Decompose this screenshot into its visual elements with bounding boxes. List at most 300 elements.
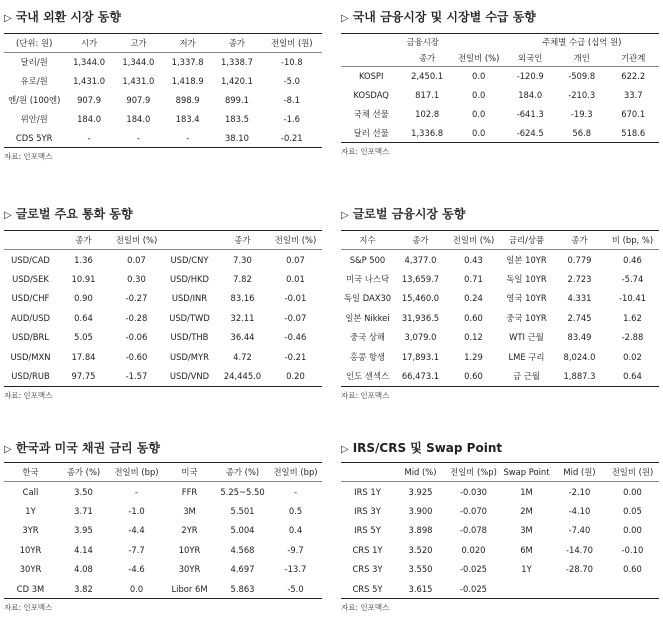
- table-row: [341, 105, 659, 124]
- value-cell: -10.8: [280, 57, 303, 68]
- fx-title: ▷ 국내 외환 시장 동향: [4, 10, 121, 24]
- table-row: [341, 67, 659, 86]
- value-cell: 24,445.0: [216, 367, 269, 387]
- value-cell: 1.36: [74, 254, 93, 265]
- row-label-cell: S&P 500: [349, 254, 386, 265]
- value-cell: 1,431.0: [73, 76, 106, 86]
- value-cell: 1,338.7: [220, 57, 253, 68]
- table-row: [4, 367, 322, 387]
- value-cell: 0.46: [623, 254, 642, 265]
- source-note: 자료: 인포맥스: [4, 390, 53, 400]
- row-label-cell: 중국 상해: [349, 332, 386, 343]
- value-cell: 56.8: [556, 124, 608, 143]
- bond-table: [4, 462, 322, 599]
- row-label-cell: FFR: [181, 486, 198, 497]
- row-label-cell: USD/CHF: [11, 293, 50, 304]
- column-header: 금리/상품: [500, 231, 553, 250]
- row-label-cell: 2YR: [181, 525, 198, 536]
- value-cell: 0.90: [74, 293, 93, 304]
- table-row: [341, 328, 659, 348]
- value-cell: -0.21: [262, 129, 322, 148]
- value-cell: 3.925: [408, 486, 433, 497]
- column-header: 종가: [553, 231, 606, 250]
- row-label-cell: USD/MXN: [10, 351, 51, 362]
- row-label-cell: 영국 10YR: [506, 293, 547, 304]
- column-header: 전일비 (%): [269, 231, 322, 250]
- value-cell: 13,659.7: [401, 273, 440, 284]
- value-cell: -: [114, 129, 163, 148]
- value-cell: -8.1: [283, 95, 300, 105]
- value-cell: -7.7: [128, 544, 145, 555]
- finmkt-panel: [341, 8, 659, 157]
- table-row: [4, 560, 322, 580]
- value-cell: 17.84: [71, 351, 96, 362]
- value-cell: 0.779: [567, 254, 592, 265]
- value-cell: 4,377.0: [404, 254, 437, 265]
- value-cell: -: [134, 486, 139, 497]
- value-cell: -5.0: [269, 579, 322, 599]
- row-label-cell: 독일 DAX30: [343, 293, 392, 304]
- value-cell: -0.10: [621, 544, 644, 555]
- value-cell: 899.1: [224, 95, 249, 105]
- table-row: [341, 308, 659, 328]
- bond-title: ▷ 한국과 미국 채권 금리 동향: [4, 441, 160, 455]
- value-cell: 0.0: [472, 109, 486, 119]
- value-cell: [606, 579, 659, 599]
- value-cell: 4.08: [74, 564, 93, 575]
- value-cell: 3.900: [408, 505, 433, 516]
- row-label-cell: Libor 6M: [163, 579, 216, 599]
- value-cell: 32.11: [230, 312, 255, 323]
- table-row: [4, 521, 322, 541]
- column-header: 종가: [401, 50, 453, 67]
- value-cell: 97.75: [57, 367, 110, 387]
- value-cell: 7.82: [233, 273, 252, 284]
- value-cell: 0.71: [464, 273, 483, 284]
- column-header: [4, 231, 57, 250]
- row-label-cell: 홍콩 항생: [349, 351, 386, 362]
- row-label-cell: 독일 10YR: [506, 273, 547, 284]
- value-cell: -28.70: [566, 564, 593, 575]
- column-header: 종가: [216, 231, 269, 250]
- source-note: 자료: 인포맥스: [4, 152, 53, 161]
- value-cell: 3,079.0: [404, 332, 437, 343]
- triangle-bullet-icon: ▷: [341, 444, 349, 455]
- column-header: 기관계: [607, 50, 659, 67]
- column-header: 전일비 (bp): [110, 463, 163, 482]
- value-cell: 0.30: [127, 273, 146, 284]
- irs-title: ▷ IRS/CRS 및 Swap Point: [341, 441, 503, 455]
- source-note: 자료: 인포맥스: [4, 603, 53, 612]
- row-label-cell: 6M: [520, 544, 533, 555]
- column-header: 전일비 (%): [110, 231, 163, 250]
- value-cell: 4.331: [567, 293, 592, 304]
- value-cell: 0.07: [286, 254, 305, 265]
- value-cell: 2.723: [567, 273, 592, 284]
- finmkt-table: [341, 33, 659, 143]
- value-cell: 3.520: [408, 544, 433, 555]
- table-row: [4, 328, 322, 348]
- fx-table: [4, 33, 322, 148]
- column-header: 개인: [556, 50, 608, 67]
- value-cell: -0.28: [125, 312, 148, 323]
- row-label-cell: 1Y: [25, 505, 36, 516]
- gmkt-panel: [341, 205, 659, 401]
- value-cell: 518.6: [607, 124, 659, 143]
- row-label-cell: 898.9: [175, 95, 200, 105]
- row-label-cell: 위안/원: [20, 114, 48, 124]
- value-cell: 3.898: [408, 525, 433, 536]
- row-label-cell: USD/RUB: [4, 367, 57, 387]
- value-cell: 0.60: [623, 564, 642, 575]
- column-header: 종가 (%): [216, 463, 269, 482]
- finmkt-title: ▷ 국내 금융시장 및 시장별 수급 동향: [341, 10, 536, 24]
- value-cell: 0.60: [447, 367, 500, 387]
- table-row: [341, 86, 659, 105]
- value-cell: -9.7: [287, 544, 304, 555]
- row-label-cell: [500, 579, 553, 599]
- row-label-cell: 10YR: [178, 544, 201, 555]
- row-label-cell: -641.3: [516, 109, 544, 119]
- value-cell: 622.2: [621, 71, 646, 82]
- row-label-cell: 184.0: [518, 90, 543, 100]
- row-label-cell: 183.4: [175, 114, 200, 124]
- row-label-cell: KOSPI: [358, 71, 384, 82]
- value-cell: -10.41: [619, 293, 646, 304]
- row-label-cell: USD/INR: [171, 293, 208, 304]
- value-cell: 670.1: [621, 109, 646, 119]
- value-cell: 4.14: [74, 544, 93, 555]
- column-header: 전일비 (%p): [447, 463, 500, 482]
- row-label-cell: USD/TWD: [169, 312, 210, 323]
- row-label-cell: CRS 3Y: [352, 564, 383, 575]
- irs-table: [341, 462, 659, 599]
- gcur-panel: [4, 205, 322, 401]
- row-label-cell: CRS 5Y: [341, 579, 394, 599]
- table-row: [4, 482, 322, 502]
- row-label-cell: IRS 5Y: [354, 525, 381, 536]
- value-cell: 0.64: [606, 367, 659, 387]
- value-cell: -0.025: [460, 564, 487, 575]
- group-header: 주체별 수급 (십억 원): [504, 34, 659, 50]
- table-row: [341, 124, 659, 143]
- table-row: [4, 53, 322, 72]
- row-label-cell: 인도 센섹스: [341, 367, 394, 387]
- gcur-table: [4, 230, 322, 387]
- triangle-bullet-icon: ▷: [4, 444, 12, 455]
- row-label-cell: 미국 나스닥: [345, 273, 390, 284]
- value-cell: 4.697: [230, 564, 255, 575]
- value-cell: 0.43: [464, 254, 483, 265]
- value-cell: -0.27: [125, 293, 148, 304]
- value-cell: 33.7: [623, 90, 643, 100]
- value-cell: 0.0: [110, 579, 163, 599]
- column-header: 전일비 (원): [606, 463, 659, 482]
- source-note: 자료: 인포맥스: [341, 147, 390, 156]
- row-label-cell: USD/THB: [170, 332, 209, 343]
- column-header: 외국인: [504, 50, 556, 67]
- table-row: [4, 72, 322, 91]
- gmkt-table: [341, 230, 659, 387]
- value-cell: 184.0: [126, 114, 151, 124]
- value-cell: 8,024.0: [563, 351, 596, 362]
- value-cell: 4.568: [230, 544, 255, 555]
- value-cell: -0.06: [125, 332, 148, 343]
- value-cell: 15,460.0: [401, 293, 440, 304]
- value-cell: 0.07: [127, 254, 146, 265]
- value-cell: 0.00: [623, 486, 642, 497]
- table-row: [341, 579, 659, 599]
- row-label-cell: -624.5: [504, 124, 556, 143]
- value-cell: 0.020: [461, 544, 486, 555]
- table-row: [4, 501, 322, 521]
- value-cell: -: [64, 129, 113, 148]
- value-cell: -0.070: [460, 505, 487, 516]
- value-cell: 0.05: [623, 505, 642, 516]
- triangle-bullet-icon: ▷: [4, 210, 12, 221]
- row-label-cell: 30YR: [178, 564, 201, 575]
- value-cell: -2.88: [621, 332, 644, 343]
- table-row: [4, 110, 322, 129]
- row-label-cell: CRS 1Y: [352, 544, 383, 555]
- value-cell: 184.0: [77, 114, 102, 124]
- value-cell: -0.025: [447, 579, 500, 599]
- value-cell: -0.21: [284, 351, 307, 362]
- table-row: [341, 560, 659, 580]
- row-label-cell: 엔/원 (100엔): [8, 95, 61, 105]
- table-row: [4, 579, 322, 599]
- value-cell: 3.50: [74, 486, 93, 497]
- row-label-cell: 달러/원: [20, 57, 48, 68]
- value-cell: 5.863: [216, 579, 269, 599]
- column-header: (단위: 원): [4, 34, 64, 53]
- value-cell: 0.0: [472, 71, 486, 82]
- source-note: 자료: 인포맥스: [341, 603, 390, 612]
- value-cell: 0.0: [453, 124, 505, 143]
- row-label-cell: 중국 10YR: [506, 312, 547, 323]
- value-cell: -0.01: [284, 293, 307, 304]
- value-cell: 0.00: [623, 525, 642, 536]
- row-label-cell: USD/HKD: [170, 273, 209, 284]
- column-header: 시가: [64, 34, 113, 53]
- value-cell: 183.5: [224, 114, 249, 124]
- row-label-cell: IRS 1Y: [354, 486, 381, 497]
- value-cell: 0.12: [464, 332, 483, 343]
- column-header: [163, 231, 216, 250]
- row-label-cell: USD/MYR: [170, 351, 209, 362]
- row-label-cell: 1,418.9: [171, 76, 204, 86]
- column-header: 전일비 (%): [453, 50, 505, 67]
- column-header: 종가: [57, 231, 110, 250]
- value-cell: 36.44: [230, 332, 255, 343]
- row-label-cell: 10YR: [19, 544, 42, 555]
- value-cell: 0.0: [472, 90, 486, 100]
- row-label-cell: 달러 선물: [341, 124, 401, 143]
- value-cell: -509.8: [568, 71, 596, 82]
- row-label-cell: CD 3M: [4, 579, 57, 599]
- fx-panel: [4, 8, 322, 162]
- value-cell: 83.49: [567, 332, 592, 343]
- gcur-title: ▷ 글로벌 주요 통화 동향: [4, 207, 133, 221]
- value-cell: 907.9: [77, 95, 102, 105]
- table-row: [341, 501, 659, 521]
- value-cell: 3.615: [394, 579, 447, 599]
- value-cell: 817.1: [415, 90, 440, 100]
- value-cell: 0.02: [623, 351, 642, 362]
- value-cell: -5.74: [621, 273, 644, 284]
- table-row: [4, 129, 322, 148]
- column-header: 전일비 (bp): [269, 463, 322, 482]
- value-cell: 1,420.1: [220, 76, 253, 86]
- value-cell: -19.3: [570, 109, 593, 119]
- value-cell: 5.05: [74, 332, 93, 343]
- value-cell: -4.10: [568, 505, 591, 516]
- value-cell: 102.8: [415, 109, 440, 119]
- value-cell: 2.745: [567, 312, 592, 323]
- row-label-cell: KOSDAQ: [353, 90, 389, 100]
- column-header: [341, 463, 394, 482]
- value-cell: 10.91: [71, 273, 96, 284]
- value-cell: 7.30: [233, 254, 252, 265]
- value-cell: 3.71: [74, 505, 93, 516]
- row-label-cell: USD/VND: [163, 367, 216, 387]
- irs-panel: [341, 439, 659, 613]
- row-label-cell: 1M: [520, 486, 533, 497]
- source-note: 자료: 인포맥스: [341, 390, 390, 400]
- value-cell: 1,431.0: [122, 76, 155, 86]
- row-label-cell: CDS 5YR: [4, 129, 64, 148]
- value-cell: 66,473.1: [394, 367, 447, 387]
- row-label-cell: -120.9: [516, 71, 544, 82]
- table-row: [4, 540, 322, 560]
- table-row: [4, 308, 322, 328]
- value-cell: -1.57: [110, 367, 163, 387]
- value-cell: 17,893.1: [401, 351, 440, 362]
- table-row: [341, 269, 659, 289]
- value-cell: -1.0: [128, 505, 145, 516]
- table-row: [4, 250, 322, 270]
- value-cell: -0.60: [125, 351, 148, 362]
- row-label-cell: 유로/원: [20, 76, 48, 86]
- row-label-cell: 일본 10YR: [506, 254, 547, 265]
- column-header: 미국: [163, 463, 216, 482]
- value-cell: 0.60: [464, 312, 483, 323]
- column-header: Mid (원): [553, 463, 606, 482]
- row-label-cell: 3M: [520, 525, 533, 536]
- value-cell: 1,344.0: [122, 57, 155, 68]
- column-header: 한국: [4, 463, 57, 482]
- table-row: [341, 540, 659, 560]
- row-label-cell: USD/BRL: [12, 332, 49, 343]
- table-row: [341, 482, 659, 502]
- value-cell: 38.10: [212, 129, 261, 148]
- column-header: 고가: [114, 34, 163, 53]
- column-header: Mid (%): [394, 463, 447, 482]
- value-cell: 5.25~5.50: [220, 486, 265, 497]
- value-cell: -0.07: [284, 312, 307, 323]
- value-cell: 3.82: [57, 579, 110, 599]
- value-cell: -7.40: [568, 525, 591, 536]
- value-cell: 0.4: [288, 525, 303, 536]
- row-label-cell: 1,337.8: [171, 57, 204, 68]
- table-row: [4, 91, 322, 110]
- value-cell: 5.501: [230, 505, 255, 516]
- row-label-cell: AUD/USD: [10, 312, 51, 323]
- value-cell: 0.20: [269, 367, 322, 387]
- row-label-cell: -: [163, 129, 212, 148]
- value-cell: [553, 579, 606, 599]
- row-label-cell: IRS 3Y: [354, 505, 381, 516]
- row-label-cell: Call: [22, 486, 39, 497]
- value-cell: 0.01: [286, 273, 305, 284]
- table-row: [4, 289, 322, 309]
- value-cell: 5.004: [230, 525, 255, 536]
- value-cell: 1,336.8: [401, 124, 453, 143]
- row-label-cell: 일본 Nikkei: [345, 312, 390, 323]
- column-header: 종가: [394, 231, 447, 250]
- triangle-bullet-icon: ▷: [4, 13, 12, 24]
- value-cell: 31,936.5: [401, 312, 440, 323]
- bond-panel: [4, 439, 322, 613]
- row-label-cell: LME 구리: [508, 351, 545, 362]
- value-cell: 3.95: [74, 525, 93, 536]
- value-cell: 1,887.3: [553, 367, 606, 387]
- value-cell: -4.6: [128, 564, 145, 575]
- value-cell: 0.64: [74, 312, 93, 323]
- table-row: [4, 347, 322, 367]
- row-label-cell: WTI 근월: [509, 332, 544, 343]
- row-label-cell: USD/CAD: [11, 254, 50, 265]
- value-cell: 3.550: [408, 564, 433, 575]
- row-label-cell: USD/CNY: [170, 254, 209, 265]
- value-cell: -0.46: [284, 332, 307, 343]
- value-cell: 907.9: [126, 95, 151, 105]
- value-cell: 0.5: [288, 505, 303, 516]
- row-label-cell: 2M: [520, 505, 533, 516]
- column-header: 전일비 (%): [447, 231, 500, 250]
- table-row: [341, 250, 659, 270]
- table-row: [4, 269, 322, 289]
- value-cell: 1.62: [623, 312, 642, 323]
- column-header: Swap Point: [500, 463, 553, 482]
- value-cell: -13.7: [284, 564, 307, 575]
- value-cell: -2.10: [568, 486, 591, 497]
- column-header: 비 (bp, %): [606, 231, 659, 250]
- value-cell: -1.6: [283, 114, 300, 124]
- value-cell: -14.70: [566, 544, 593, 555]
- value-cell: 83.16: [230, 293, 255, 304]
- value-cell: 2,450.1: [411, 71, 444, 82]
- row-label-cell: 국채 선물: [353, 109, 389, 119]
- column-header: 종가 (%): [57, 463, 110, 482]
- column-header: 지수: [341, 231, 394, 250]
- column-header: 전일비 (원): [262, 34, 322, 53]
- value-cell: 1,344.0: [73, 57, 106, 68]
- table-row: [341, 347, 659, 367]
- value-cell: -4.4: [128, 525, 145, 536]
- triangle-bullet-icon: ▷: [341, 210, 349, 221]
- triangle-bullet-icon: ▷: [341, 13, 349, 24]
- gmkt-title: ▷ 글로벌 금융시장 동향: [341, 207, 466, 221]
- column-header: 저가: [163, 34, 212, 53]
- value-cell: -: [293, 486, 298, 497]
- value-cell: -0.078: [460, 525, 487, 536]
- value-cell: 1.29: [464, 351, 483, 362]
- group-header: 금융시장: [341, 34, 504, 50]
- column-header: [341, 50, 401, 67]
- column-header: 종가: [212, 34, 261, 53]
- value-cell: -210.3: [568, 90, 596, 100]
